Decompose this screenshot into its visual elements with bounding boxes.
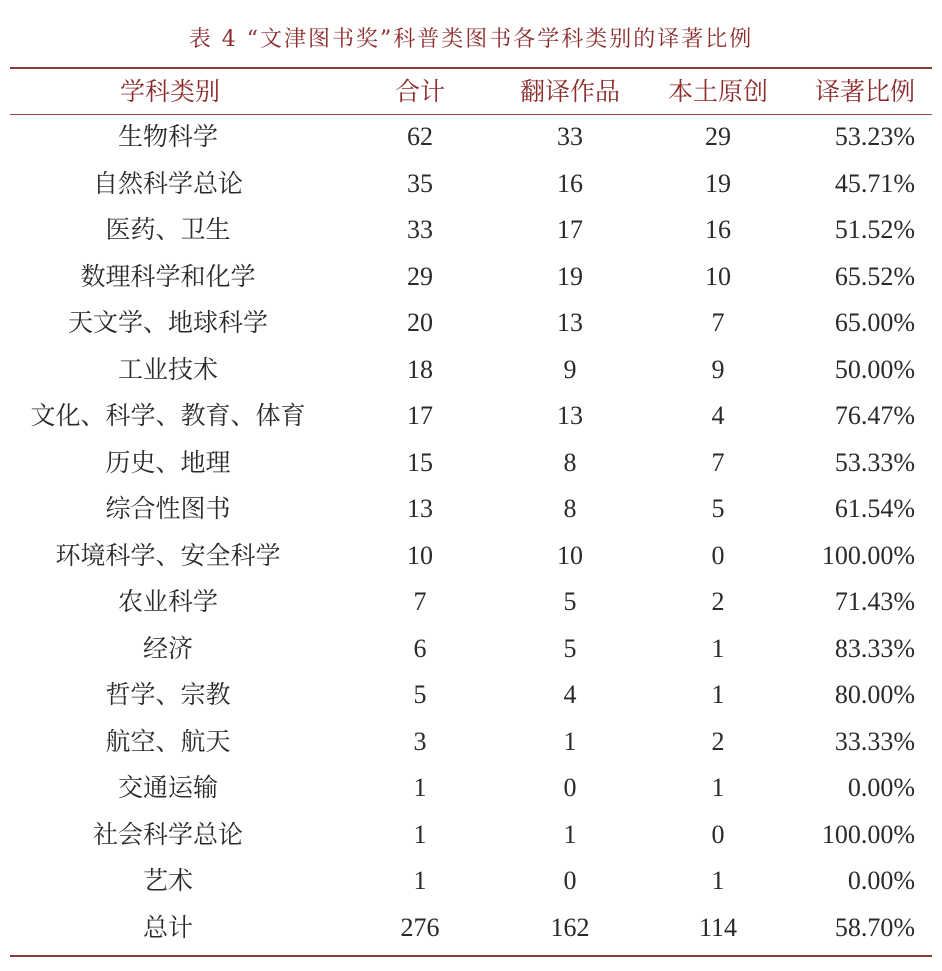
row-translated: 4 [563, 680, 577, 709]
row-original: 16 [705, 215, 731, 244]
row-translated: 16 [557, 168, 583, 198]
row-total: 62 [407, 122, 433, 151]
row-original: 9 [711, 354, 725, 384]
row-translated: 9 [563, 354, 577, 384]
row-translated: 8 [563, 447, 577, 477]
table-row [0, 300, 942, 347]
row-ratio: 65.52% [834, 261, 915, 291]
table-row [0, 858, 942, 905]
table-row [0, 114, 942, 161]
table-row [0, 812, 942, 859]
table-row [0, 579, 942, 626]
row-total: 17 [407, 401, 433, 430]
row-ratio: 61.54% [834, 494, 915, 523]
row-translated: 5 [563, 633, 577, 663]
row-translated: 33 [557, 122, 583, 151]
row-ratio: 80.00% [834, 680, 915, 709]
table-row [0, 533, 942, 580]
row-category: 航空、航天 [105, 726, 231, 756]
row-original: 2 [711, 726, 725, 756]
row-original: 7 [711, 447, 725, 477]
row-ratio: 65.00% [834, 308, 915, 337]
row-translated: 162 [550, 912, 590, 942]
row-category: 环境科学、安全科学 [55, 540, 281, 570]
row-original: 1 [711, 866, 725, 895]
row-translated: 13 [557, 308, 583, 337]
row-original: 0 [711, 540, 725, 570]
header-category: 学科类别 [119, 77, 220, 106]
row-translated: 1 [563, 819, 577, 849]
row-translated: 8 [563, 494, 577, 523]
row-total: 29 [407, 261, 433, 291]
row-ratio: 45.71% [834, 168, 915, 198]
row-ratio: 58.70% [834, 912, 915, 942]
row-category: 历史、地理 [105, 447, 231, 477]
table-row-total [0, 905, 942, 952]
row-category: 哲学、宗教 [105, 680, 231, 709]
row-original: 0 [711, 819, 725, 849]
row-total: 7 [413, 587, 427, 616]
row-translated: 13 [557, 401, 583, 430]
row-ratio: 83.33% [834, 633, 915, 663]
row-ratio: 100.00% [821, 819, 915, 849]
table-row [0, 672, 942, 719]
table-row [0, 207, 942, 254]
row-translated: 1 [563, 726, 577, 756]
row-ratio: 0.00% [847, 866, 915, 895]
table-row [0, 719, 942, 766]
row-total: 5 [413, 680, 427, 709]
row-ratio: 0.00% [847, 773, 915, 802]
table-row [0, 765, 942, 812]
row-translated: 19 [557, 261, 583, 291]
row-total: 35 [407, 168, 433, 198]
row-total: 15 [407, 447, 433, 477]
row-total: 3 [413, 726, 427, 756]
row-category: 数理科学和化学 [80, 261, 256, 291]
table-row [0, 254, 942, 301]
row-original: 19 [705, 168, 731, 198]
table-row [0, 440, 942, 487]
row-category: 社会科学总论 [92, 819, 243, 849]
header-original: 本土原创 [667, 77, 768, 106]
header-ratio: 译著比例 [814, 77, 915, 106]
row-category: 文化、科学、教育、体育 [30, 401, 306, 430]
row-original: 1 [711, 633, 725, 663]
row-category: 医药、卫生 [105, 215, 231, 244]
row-category: 交通运输 [117, 773, 218, 802]
row-ratio: 53.33% [834, 447, 915, 477]
row-total: 1 [413, 866, 427, 895]
row-original: 29 [705, 122, 731, 151]
row-ratio: 51.52% [834, 215, 915, 244]
row-original: 114 [698, 912, 738, 942]
row-original: 4 [711, 401, 725, 430]
row-original: 1 [711, 773, 725, 802]
row-translated: 17 [557, 215, 583, 244]
table-row [0, 626, 942, 673]
header-translated: 翻译作品 [519, 77, 620, 106]
row-original: 2 [711, 587, 725, 616]
row-category: 工业技术 [117, 354, 218, 384]
table-row [0, 161, 942, 208]
table-header-row [0, 69, 942, 114]
row-category: 生物科学 [117, 122, 218, 151]
row-ratio: 71.43% [834, 587, 915, 616]
row-original: 1 [711, 680, 725, 709]
row-category: 总计 [142, 912, 193, 942]
row-total: 1 [413, 773, 427, 802]
row-category: 综合性图书 [105, 494, 231, 523]
table-body [0, 114, 942, 951]
row-translated: 5 [563, 587, 577, 616]
row-ratio: 76.47% [834, 401, 915, 430]
row-total: 18 [407, 354, 433, 384]
row-translated: 0 [563, 866, 577, 895]
header-total: 合计 [394, 77, 445, 106]
table-row [0, 347, 942, 394]
row-original: 7 [711, 308, 725, 337]
row-total: 20 [407, 308, 433, 337]
table-row [0, 486, 942, 533]
table-bottom-rule [10, 955, 932, 957]
row-ratio: 50.00% [834, 354, 915, 384]
row-translated: 0 [563, 773, 577, 802]
row-ratio: 33.33% [834, 726, 915, 756]
row-total: 6 [413, 633, 427, 663]
row-total: 10 [407, 540, 433, 570]
row-total: 13 [407, 494, 433, 523]
row-original: 10 [705, 261, 731, 291]
row-category: 天文学、地球科学 [67, 308, 268, 337]
row-category: 自然科学总论 [92, 168, 243, 198]
row-total: 276 [400, 912, 440, 942]
row-category: 农业科学 [117, 587, 218, 616]
row-original: 5 [711, 494, 725, 523]
row-total: 33 [407, 215, 433, 244]
table-caption: 表 4 “文津图书奖”科普类图书各学科类别的译著比例 [188, 27, 754, 52]
table-row [0, 393, 942, 440]
row-ratio: 53.23% [834, 122, 915, 151]
row-category: 经济 [142, 633, 193, 663]
row-ratio: 100.00% [821, 540, 915, 570]
row-total: 1 [413, 819, 427, 849]
row-category: 艺术 [142, 866, 193, 895]
row-translated: 10 [557, 540, 583, 570]
